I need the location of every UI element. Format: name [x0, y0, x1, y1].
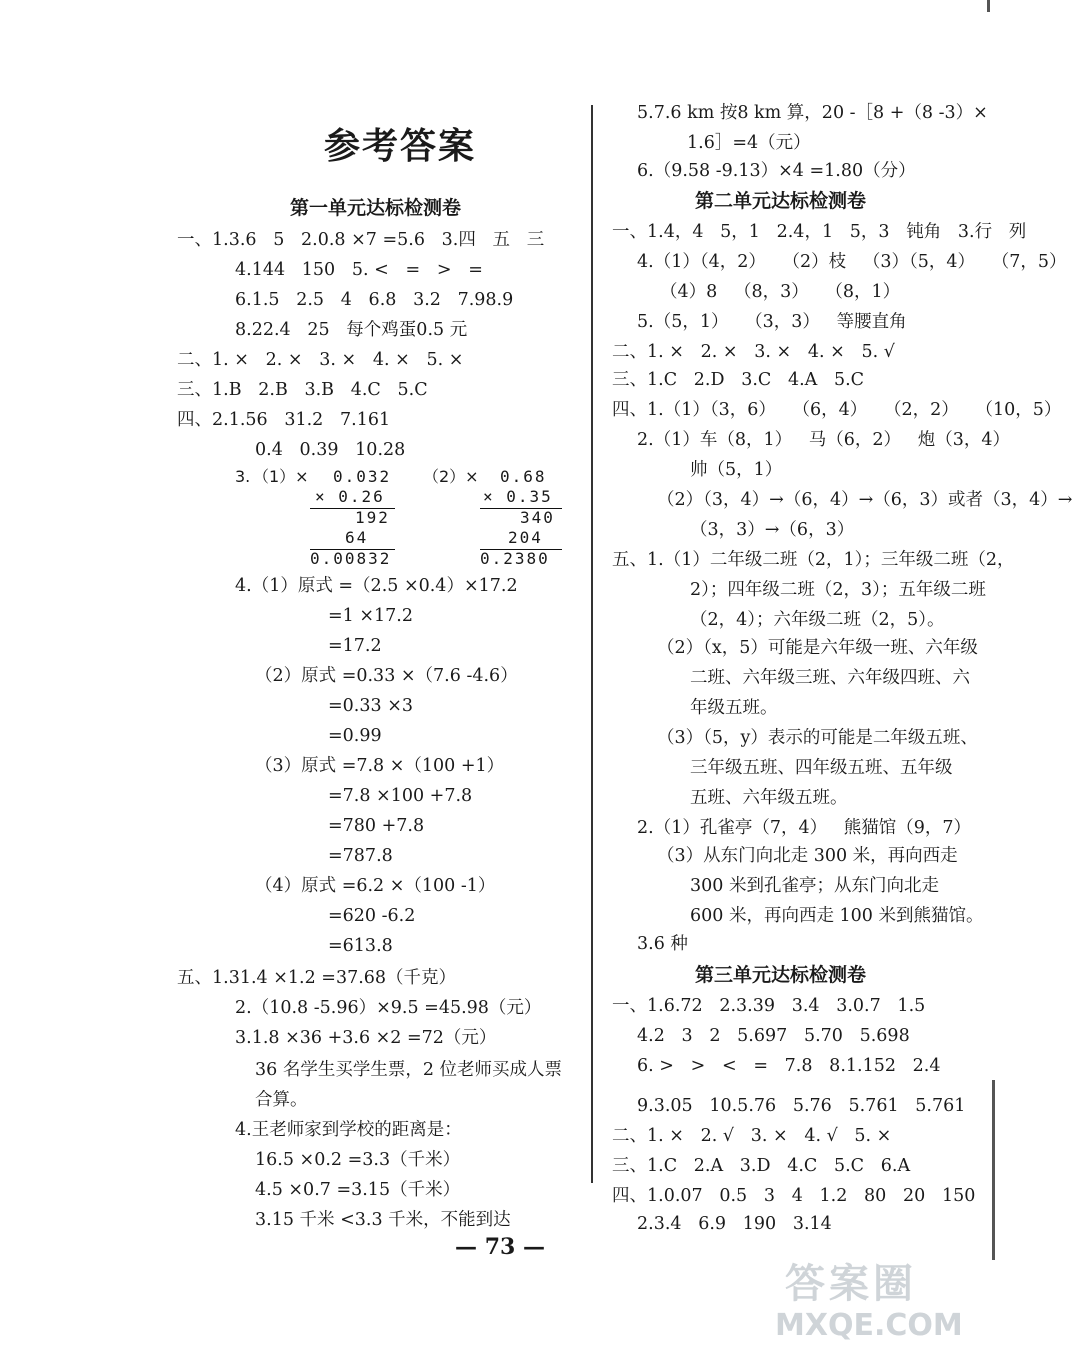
- answer-line: 2）；四年级二班（2，3）；五年级二班: [690, 580, 986, 600]
- answer-line: 300 米到孔雀亭；从东门向北走: [690, 876, 939, 896]
- answer-line: （2）（3，4）→（6，4）→（6，3）或者（3，4）→: [657, 490, 1072, 510]
- answer-line: （3，3）→（6，3）: [690, 520, 855, 540]
- answer-line: 四、1.（1）（3，6） （6，4） （2，2） （10，5）: [612, 400, 1062, 420]
- calc-a-row: 0.032: [333, 467, 392, 486]
- answer-line: 二班、六年级三班、六年级四班、六: [690, 668, 970, 688]
- scan-edge-mark: [987, 0, 990, 12]
- calc-b-row: 204: [508, 528, 543, 547]
- calc-a-row: 64: [345, 528, 369, 547]
- answer-line: 五班、六年级五班。: [690, 788, 848, 808]
- page-title: 参考答案: [323, 126, 476, 167]
- calc-b-row: 0.68: [500, 467, 547, 486]
- answer-line: =780 +7.8: [328, 816, 425, 836]
- answer-line: 一、1.3.6 5 2.0.8 ×7 =5.6 3.四 五 三: [177, 230, 545, 250]
- answer-line: 二、1. × 2. √ 3. × 4. √ 5. ×: [612, 1126, 892, 1146]
- unit2-heading: 第二单元达标检测卷: [695, 190, 867, 212]
- answer-line: （3）从东门向北走 300 米，再向西走: [657, 846, 958, 866]
- answer-line: 3.1.8 ×36 +3.6 ×2 =72（元）: [235, 1028, 497, 1048]
- answer-line: （2）（x，5）可能是六年级一班、六年级: [657, 638, 978, 658]
- unit3-heading: 第三单元达标检测卷: [695, 964, 867, 986]
- calc-b-row: 0.2380: [480, 549, 550, 568]
- answer-line: 年级五班。: [690, 698, 778, 718]
- answer-line: 五、1.31.4 ×1.2 =37.68（千克）: [177, 968, 457, 988]
- answer-line: 0.4 0.39 10.28: [255, 440, 406, 460]
- answer-line: 6.（9.58 -9.13）×4 =1.80（分）: [637, 161, 916, 181]
- answer-line: 三、1.C 2.D 3.C 4.A 5.C: [612, 370, 865, 390]
- answer-line: 6.1.5 2.5 4 6.8 3.2 7.98.9: [235, 290, 514, 310]
- answer-line: 一、1.6.72 2.3.39 3.4 3.0.7 1.5: [612, 996, 926, 1016]
- answer-line: 2.（1）孔雀亭（7，4） 熊猫馆（9，7）: [637, 818, 972, 838]
- answer-line: 5.（5，1） （3，3） 等腰直角: [637, 312, 907, 332]
- answer-line: 6. > > < = 7.8 8.1.152 2.4: [637, 1056, 941, 1076]
- answer-line: 2.（1）车（8，1） 马（6，2） 炮（3，4）: [637, 430, 1011, 450]
- answer-line: =7.8 ×100 +7.8: [328, 786, 473, 806]
- calc-a-row: × 0.26: [315, 487, 385, 506]
- calc-b-row: 340: [520, 508, 555, 527]
- answer-line: （4）原式 =6.2 ×（100 -1）: [255, 876, 496, 896]
- answer-line: 9.3.05 10.5.76 5.76 5.761 5.761: [637, 1096, 966, 1116]
- answer-line: （3）（5，y）表示的可能是二年级五班、: [657, 728, 978, 748]
- answer-line: 3.15 千米 <3.3 千米，不能到达: [255, 1210, 511, 1230]
- answer-line: 4.王老师家到学校的距离是：: [235, 1120, 462, 1140]
- calc-b-row: × 0.35: [483, 487, 553, 506]
- answer-line: 3.6 种: [637, 934, 688, 954]
- watermark-text: 答案圈: [785, 1261, 917, 1307]
- answer-line: 二、1. × 2. × 3. × 4. × 5. ×: [177, 350, 464, 370]
- vertical-calculation: [235, 465, 565, 575]
- unit1-heading: 第一单元达标检测卷: [290, 197, 462, 219]
- answer-line: =1 ×17.2: [328, 606, 413, 626]
- scan-edge-mark: [992, 1080, 995, 1260]
- answer-line: （2，4）；六年级二班（2，5）。: [690, 610, 945, 630]
- answer-line: 一、1.4，4 5，1 2.4，1 5，3 钝角 3.行 列: [612, 222, 1027, 242]
- answer-line: 三年级五班、四年级五班、五年级: [690, 758, 953, 778]
- calc-b-label: （2）×: [423, 467, 479, 486]
- answer-line: 5.7.6 km 按8 km 算，20 -［8 +（8 -3）×: [637, 103, 988, 123]
- answer-line: （2）原式 =0.33 ×（7.6 -4.6）: [255, 666, 518, 686]
- answer-line: 4.（1）原式 =（2.5 ×0.4）×17.2: [235, 576, 518, 596]
- calc-a-row: 192: [355, 508, 390, 527]
- answer-line: 二、1. × 2. × 3. × 4. × 5. √: [612, 342, 895, 362]
- answer-line: （4）8 （8，3） （8，1）: [660, 282, 901, 302]
- answer-line: 4.（1）（4，2） （2）枝 （3）（5，4） （7，5）: [637, 252, 1067, 272]
- answer-line: 2.3.4 6.9 190 3.14: [637, 1214, 832, 1234]
- answer-line: 4.2 3 2 5.697 5.70 5.698: [637, 1026, 910, 1046]
- answer-line: =787.8: [328, 846, 393, 866]
- answer-line: 36 名学生买学生票，2 位老师买成人票: [255, 1060, 563, 1080]
- answer-line: 三、1.B 2.B 3.B 4.C 5.C: [177, 380, 428, 400]
- answer-line: 8.22.4 25 每个鸡蛋0.5 元: [235, 320, 468, 340]
- calc-question-number: 3.: [235, 467, 251, 486]
- answer-line: 四、2.1.56 31.2 7.161: [177, 410, 391, 430]
- calc-a-label: （1）×: [253, 467, 309, 486]
- answer-line: =620 -6.2: [328, 906, 416, 926]
- column-divider: [591, 105, 593, 1183]
- page-number: — 73 —: [455, 1234, 545, 1260]
- calc-a-row: 0.00832: [310, 549, 392, 568]
- answer-line: 三、1.C 2.A 3.D 4.C 5.C 6.A: [612, 1156, 911, 1176]
- answer-line: 帅（5，1）: [690, 460, 783, 480]
- answer-line: =0.33 ×3: [328, 696, 413, 716]
- answer-line: =0.99: [328, 726, 382, 746]
- answer-line: 600 米，再向西走 100 米到熊猫馆。: [690, 906, 984, 926]
- watermark-logo: [775, 1252, 1000, 1352]
- answer-line: 4.144 150 5. < = > =: [235, 260, 483, 280]
- answer-line: 4.5 ×0.7 =3.15（千米）: [255, 1180, 461, 1200]
- answer-line: 四、1.0.07 0.5 3 4 1.2 80 20 150: [612, 1186, 976, 1206]
- watermark-url: MXQE.COM: [775, 1308, 963, 1343]
- answer-line: 16.5 ×0.2 =3.3（千米）: [255, 1150, 461, 1170]
- answer-line: 五、1.（1）二年级二班（2，1）；三年级二班（2，: [612, 550, 1015, 570]
- answer-line: 2.（10.8 -5.96）×9.5 =45.98（元）: [235, 998, 542, 1018]
- answer-line: （3）原式 =7.8 ×（100 +1）: [255, 756, 505, 776]
- answer-line: =613.8: [328, 936, 393, 956]
- answer-line: 1.6］=4（元）: [687, 133, 811, 153]
- answer-line: 合算。: [255, 1090, 308, 1110]
- answer-line: =17.2: [328, 636, 382, 656]
